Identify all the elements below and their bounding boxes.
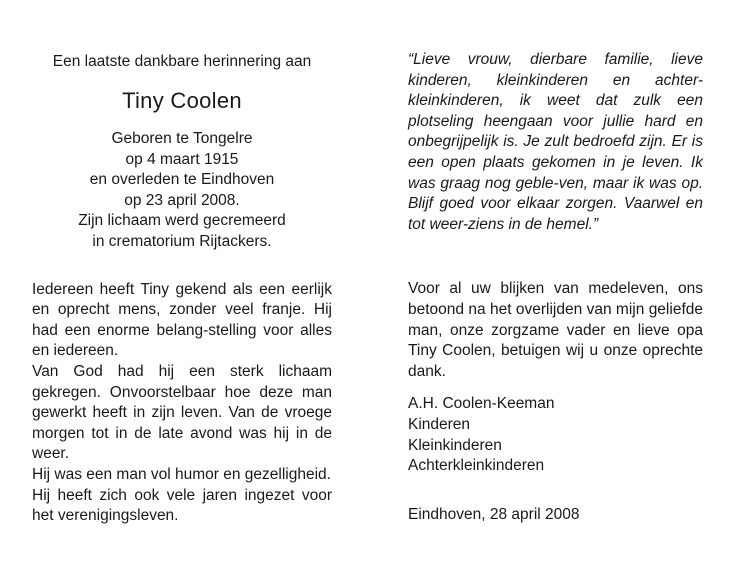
left-column: [32, 52, 332, 527]
signer: A.H. Coolen-Keeman: [408, 395, 555, 413]
signer: Achterkleinkinderen: [408, 457, 545, 475]
birth-line: Geboren te Tongelre: [111, 130, 253, 147]
place-and-date: Eindhoven, 28 april 2008: [408, 505, 580, 523]
signer: Kleinkinderen: [408, 436, 502, 454]
deceased-name: Tiny Coolen: [122, 88, 242, 113]
signers-list: [408, 394, 703, 476]
birth-line: in crematorium Rijtackers.: [92, 232, 272, 250]
biography: [32, 280, 332, 527]
birth-line: en overleden te Eindhoven: [89, 171, 275, 189]
right-column: [408, 50, 703, 525]
birth-line: op 4 maart 1915: [125, 150, 239, 168]
signer: Kinderen: [408, 415, 471, 433]
birth-line: op 23 april 2008.: [124, 191, 240, 209]
farewell-quote: “Lieve vrouw, dierbare familie, lieve kinderen, kleinkinderen en achter-kleinkinderen, ik weet dat zulk een plotseling heengaan voor jullie hard en onbegrijpelijk is. Je zult bedroefd zijn. Er is een open plaats gekomen in je leven. Ik was graag nog geble-ven, maar ik was op. Blijf goed voor elkaar zorgen. Vaarwel en tot weer-ziens in de hemel.”: [408, 51, 703, 233]
thanks-text: Voor al uw blijken van medeleven, ons betoond na het overlijden van mijn geliefde man, onze zorgzame vader en lieve opa Tiny Coolen, betuigen wij u onze oprechte dank.: [408, 280, 703, 380]
bio-paragraph: Iedereen heeft Tiny gekend als een eerlijk en oprecht mens, zonder veel franje. Hij had een enorme belang-stelling voor alles en iedereen.: [32, 280, 332, 360]
bio-paragraph: Hij was een man vol humor en gezelligheid.: [32, 465, 331, 483]
birth-line: Zijn lichaam werd gecremeerd: [78, 212, 286, 230]
thanks-section: [408, 279, 703, 382]
bio-paragraph: Hij heeft zich ook vele jaren ingezet voor het verenigingsleven.: [32, 486, 332, 525]
intro-text: Een laatste dankbare herinnering aan: [52, 53, 312, 70]
birth-death-details: [32, 129, 332, 253]
bio-paragraph: Van God had hij een sterk lichaam gekregen. Onvoorstelbaar hoe deze man gewerkt heeft in zijn leven. Van de vroege morgen tot in de late avond was hij in de weer.: [32, 362, 332, 463]
